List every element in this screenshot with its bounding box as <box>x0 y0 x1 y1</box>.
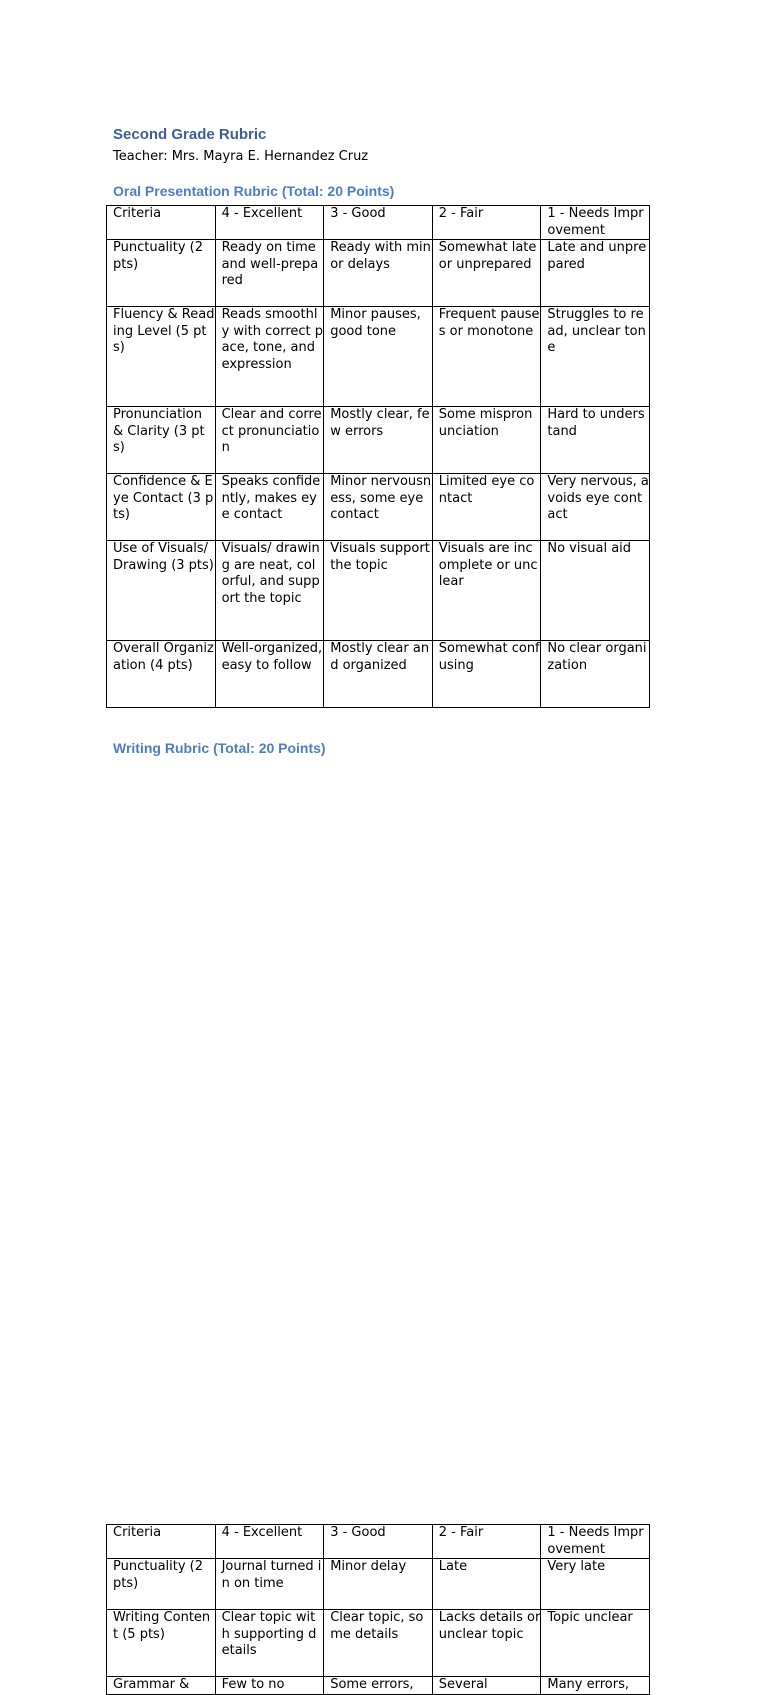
table-cell: Reads smoothly with correct pace, tone, and expression <box>215 307 324 407</box>
table-cell: Very nervous, avoids eye contact <box>541 474 650 541</box>
table-cell: Visuals support the topic <box>324 541 433 641</box>
table-cell: Late <box>432 1559 541 1610</box>
table-cell: Somewhat late or unprepared <box>432 240 541 307</box>
table-cell: Visuals/ drawing are neat, colorful, and support the topic <box>215 541 324 641</box>
table-cell: Punctuality (2 pts) <box>107 1559 216 1610</box>
writing-rubric-title: Writing Rubric (Total: 20 Points) <box>113 740 326 756</box>
header-cell: 2 - Fair <box>432 206 541 240</box>
header-cell: 1 - Needs Improvement <box>541 1525 650 1559</box>
table-row <box>107 307 650 407</box>
teacher-name: Teacher: Mrs. Mayra E. Hernandez Cruz <box>113 149 369 164</box>
oral-rubric-table <box>106 205 650 708</box>
table-cell: Mostly clear, few errors <box>324 407 433 474</box>
header-cell: Criteria <box>107 206 216 240</box>
table-cell: Very late <box>541 1559 650 1610</box>
table-cell: Visuals are incomplete or unclear <box>432 541 541 641</box>
table-cell: Limited eye contact <box>432 474 541 541</box>
table-cell: Minor pauses, good tone <box>324 307 433 407</box>
table-cell: Some errors, <box>324 1677 433 1695</box>
table-row <box>107 1610 650 1677</box>
document-title: Second Grade Rubric <box>113 126 267 143</box>
table-cell: Grammar & <box>107 1677 216 1695</box>
table-cell: Topic unclear <box>541 1610 650 1677</box>
table-cell: Minor nervousness, some eye contact <box>324 474 433 541</box>
table-row <box>107 641 650 708</box>
table-cell: Well-organized, easy to follow <box>215 641 324 708</box>
table-header-row <box>107 1525 650 1559</box>
writing-rubric-table <box>106 1524 650 1695</box>
table-cell: Somewhat confusing <box>432 641 541 708</box>
table-cell: Ready on time and well-prepared <box>215 240 324 307</box>
header-cell: 4 - Excellent <box>215 1525 324 1559</box>
table-row <box>107 1559 650 1610</box>
header-cell: 1 - Needs Improvement <box>541 206 650 240</box>
table-cell: Struggles to read, unclear tone <box>541 307 650 407</box>
table-row <box>107 240 650 307</box>
table-cell: Clear topic with supporting details <box>215 1610 324 1677</box>
table-cell: Confidence & Eye Contact (3 pts) <box>107 474 216 541</box>
table-row <box>107 541 650 641</box>
table-cell: Few to no <box>215 1677 324 1695</box>
header-cell: 4 - Excellent <box>215 206 324 240</box>
table-cell: Some mispronunciation <box>432 407 541 474</box>
header-cell: Criteria <box>107 1525 216 1559</box>
table-cell: Clear and correct pronunciation <box>215 407 324 474</box>
table-cell: No visual aid <box>541 541 650 641</box>
table-header-row <box>107 206 650 240</box>
table-row <box>107 1677 650 1695</box>
table-cell: Many errors, <box>541 1677 650 1695</box>
header-cell: 3 - Good <box>324 1525 433 1559</box>
table-cell: Journal turned in on time <box>215 1559 324 1610</box>
table-cell: Ready with minor delays <box>324 240 433 307</box>
table-row <box>107 474 650 541</box>
writing-table-page-clip <box>100 762 660 1692</box>
oral-rubric-title: Oral Presentation Rubric (Total: 20 Points) <box>113 183 395 199</box>
table-cell: Clear topic, some details <box>324 1610 433 1677</box>
table-row <box>107 407 650 474</box>
table-cell: Use of Visuals/Drawing (3 pts) <box>107 541 216 641</box>
table-cell: Overall Organization (4 pts) <box>107 641 216 708</box>
table-cell: Writing Content (5 pts) <box>107 1610 216 1677</box>
table-cell: Punctuality (2 pts) <box>107 240 216 307</box>
table-cell: Speaks confidently, makes eye contact <box>215 474 324 541</box>
table-cell: Late and unprepared <box>541 240 650 307</box>
table-cell: Pronunciation & Clarity (3 pts) <box>107 407 216 474</box>
table-cell: Fluency & Reading Level (5 pts) <box>107 307 216 407</box>
table-cell: Mostly clear and organized <box>324 641 433 708</box>
header-cell: 3 - Good <box>324 206 433 240</box>
table-cell: No clear organization <box>541 641 650 708</box>
table-cell: Hard to understand <box>541 407 650 474</box>
table-cell: Minor delay <box>324 1559 433 1610</box>
table-cell: Several <box>432 1677 541 1695</box>
header-cell: 2 - Fair <box>432 1525 541 1559</box>
table-cell: Frequent pauses or monotone <box>432 307 541 407</box>
table-cell: Lacks details or unclear topic <box>432 1610 541 1677</box>
